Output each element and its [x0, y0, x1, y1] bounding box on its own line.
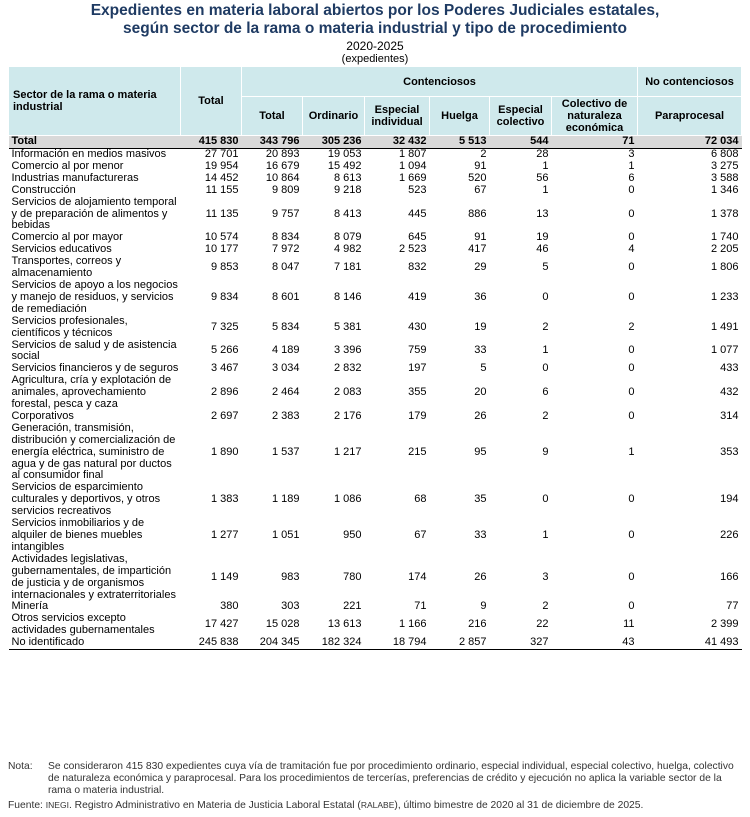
table-row: [9, 316, 742, 340]
cell: 19: [474, 320, 487, 333]
note-text: Se consideraron 415 830 expedientes cuya vía de tramitación fue por procedimiento ordinario, especial individual, especial colectivo, huelga, colectivo de naturaleza económica y paraprocesal. Para los procedimientos de tercerías, preferencias de crédito y ejecución no aplica la variable sector de la rama o materia industrial.: [48, 761, 734, 796]
cell: 950: [343, 529, 362, 541]
row-sector-name: Actividades legislativas, gubernamentales, de impartición de justicia y de organismos internacionales y extraterritoriales: [11, 552, 176, 601]
table-row: [9, 375, 742, 411]
cell: 8 613: [333, 171, 362, 184]
period-label: 2020-2025: [346, 39, 404, 53]
cell: 15 028: [265, 618, 300, 631]
cell: 226: [720, 529, 739, 541]
cell: 1 166: [398, 618, 427, 631]
cell: 1: [542, 183, 549, 196]
cell: 2 464: [271, 386, 300, 399]
cell: 14 452: [204, 171, 239, 184]
cell: 1 086: [333, 493, 362, 506]
cell: 19: [536, 231, 549, 244]
header-sector: Sector de la rama o materia industrial: [9, 67, 181, 136]
cell: 0: [542, 362, 549, 375]
cell: 95: [474, 445, 487, 458]
cell: 10 177: [204, 243, 239, 256]
cell: 0: [628, 529, 635, 541]
cell: 7 181: [333, 261, 362, 274]
cell: 9 809: [271, 183, 300, 196]
cell: 0: [542, 290, 549, 303]
cell: 1 051: [271, 529, 300, 541]
cell: 19 954: [204, 159, 239, 172]
cell: 1 094: [398, 159, 427, 172]
cell: 10 864: [265, 171, 300, 184]
row-sector-name: No identificado: [9, 637, 181, 649]
cell: 43: [552, 637, 638, 649]
cell: 10 574: [204, 231, 239, 244]
cell: 415 830: [181, 136, 242, 149]
cell: 2: [628, 320, 635, 333]
cell: 759: [408, 344, 427, 357]
row-sector-name: Información en medios masivos: [11, 148, 167, 160]
cell: 3 275: [710, 159, 739, 172]
cell: 2 399: [710, 618, 739, 631]
cell: 9 853: [210, 261, 239, 274]
header-total: Total: [181, 67, 242, 136]
cell: 327: [490, 637, 552, 649]
cell: 16 679: [265, 159, 300, 172]
cell: 314: [720, 409, 739, 422]
cell: 2 205: [710, 243, 739, 256]
cell: 1: [542, 159, 549, 172]
header-huelga: Huelga: [430, 97, 490, 136]
cell: 68: [414, 493, 427, 506]
cell: 523: [408, 183, 427, 196]
cell: 5: [480, 362, 487, 375]
cell: 303: [281, 600, 300, 613]
cell: 71: [552, 136, 638, 149]
cell: 6: [628, 171, 635, 184]
cell: 29: [474, 261, 487, 274]
row-sector-name: Servicios educativos: [11, 243, 112, 256]
cell: 182 324: [303, 637, 365, 649]
cell: 245 838: [181, 637, 242, 649]
cell: 15 492: [327, 159, 362, 172]
cell: 11 135: [205, 207, 239, 220]
cell: 8 047: [271, 261, 300, 274]
cell: 1: [628, 159, 635, 172]
cell: 886: [468, 207, 487, 220]
cell: 0: [628, 344, 635, 357]
cell: 0: [542, 493, 549, 506]
total-label: Total: [9, 136, 181, 149]
cell: 2: [542, 320, 549, 333]
table-row: [9, 280, 742, 316]
cell: 1 890: [210, 445, 239, 458]
source-text-b: ), último bimestre de 2020 al 31 de diciembre de 2025.: [394, 800, 644, 811]
cell: 2 896: [210, 386, 239, 399]
cell: 5 513: [430, 136, 490, 149]
row-sector-name: Agricultura, cría y explotación de animales, aprovechamiento forestal, pesca y caza: [11, 374, 172, 411]
cell: 1 149: [210, 570, 239, 583]
cell: 1: [542, 344, 549, 357]
row-sector-name: Corporativos: [11, 409, 74, 422]
cell: 2 832: [333, 362, 362, 375]
cell: 28: [536, 148, 549, 160]
cell: 5 266: [210, 344, 239, 357]
row-sector-name: Servicios financieros y de seguros: [11, 362, 179, 375]
source-abbr: RALABE: [360, 800, 395, 810]
cell: 77: [726, 600, 739, 613]
cell: 8 146: [333, 290, 362, 303]
cell: 9: [480, 600, 487, 613]
cell: 3: [628, 148, 635, 160]
cell: 0: [628, 183, 635, 196]
row-sector-name: Minería: [11, 600, 49, 613]
row-sector-name: Servicios de esparcimiento culturales y deportivos, y otros servicios recreativos: [11, 481, 161, 518]
cell: 179: [408, 409, 427, 422]
cell: 1: [628, 445, 635, 458]
row-sector-name: Servicios de alojamiento temporal y de preparación de alimentos y bebidas: [11, 195, 177, 232]
cell: 380: [220, 600, 239, 613]
cell: 2: [542, 600, 549, 613]
cell: 20: [474, 386, 487, 399]
cell: 9 834: [210, 290, 239, 303]
cell: 0: [628, 231, 635, 244]
table-row: [9, 340, 742, 364]
cell: 9 218: [333, 183, 362, 196]
title-line-2: según sector de la rama o materia industrial y tipo de procedimiento: [123, 20, 627, 37]
cell: 2 383: [271, 409, 300, 422]
cell: 445: [408, 207, 427, 220]
cell: 19 053: [327, 148, 362, 160]
row-sector-name: Generación, transmisión, distribución y comercialización de energía eléctrica, suministro de agua y de gas natural por ductos al consumidor final: [11, 421, 176, 482]
cell: 174: [408, 570, 427, 583]
table-body: [9, 149, 742, 650]
cell: 8 413: [333, 207, 362, 220]
cell: 13 613: [327, 618, 362, 631]
table-row: [9, 185, 742, 197]
cell: 2 697: [210, 409, 239, 422]
note-label: Nota:: [8, 761, 33, 772]
cell: 9: [542, 445, 549, 458]
cell: 221: [343, 600, 362, 613]
cell: 6 808: [710, 148, 739, 160]
cell: 983: [281, 570, 300, 583]
table-row: [9, 554, 742, 602]
header-contenciosos: Contenciosos: [242, 67, 638, 97]
header-especial-individual: Especial individual: [365, 97, 430, 136]
cell: 353: [720, 445, 739, 458]
cell: 1 378: [710, 207, 739, 220]
header-ordinario: Ordinario: [303, 97, 365, 136]
cell: 5 381: [333, 320, 362, 333]
cell: 417: [468, 243, 487, 256]
units-label: (expedientes): [341, 53, 409, 65]
cell: 544: [490, 136, 552, 149]
cell: 41 493: [638, 637, 742, 649]
cell: 1 277: [210, 529, 239, 541]
table-row: [9, 613, 742, 637]
data-table: [8, 66, 742, 650]
cell: 4: [628, 243, 635, 256]
cell: 22: [536, 618, 549, 631]
source-text-a: . Registro Administrativo en Materia de Justicia Laboral Estatal (: [68, 800, 361, 811]
row-sector-name: Servicios inmobiliarios y de alquiler de bienes muebles intangibles: [11, 517, 145, 553]
cell: 1 669: [398, 171, 427, 184]
cell: 3 034: [271, 362, 300, 375]
cell: 1 806: [710, 261, 739, 274]
cell: 13: [536, 207, 549, 220]
cell: 1 491: [710, 320, 739, 333]
cell: 0: [628, 570, 635, 583]
row-sector-name: Servicios de salud y de asistencia social: [11, 338, 177, 363]
cell: 71: [414, 600, 427, 613]
cell: 11: [623, 618, 635, 631]
row-sector-name: Transportes, correos y almacenamiento: [11, 255, 122, 280]
cell: 8 079: [333, 231, 362, 244]
cell: 832: [408, 261, 427, 274]
cell: 216: [468, 618, 487, 631]
cell: 2: [542, 409, 549, 422]
cell: 0: [628, 261, 635, 274]
cell: 520: [468, 171, 487, 184]
cell: 3 467: [210, 362, 239, 375]
cell: 91: [474, 231, 487, 244]
source-line: [8, 799, 643, 812]
cell: 8 834: [271, 231, 300, 244]
page-title: [0, 0, 750, 38]
cell: 645: [408, 231, 427, 244]
cell: 32 432: [365, 136, 430, 149]
cell: 18 794: [365, 637, 430, 649]
row-sector-name: Comercio al por mayor: [11, 231, 123, 244]
cell: 33: [474, 529, 487, 541]
table-row: [9, 256, 742, 280]
table-row: [9, 518, 742, 554]
cell: 0: [628, 290, 635, 303]
cell: 3 588: [710, 171, 739, 184]
cell: 2 523: [398, 243, 427, 256]
cell: 5: [542, 261, 549, 274]
row-sector-name: Otros servicios excepto actividades gubernamentales: [11, 612, 155, 637]
cell: 7 972: [271, 243, 300, 256]
cell: 194: [720, 493, 739, 506]
cell: 0: [628, 600, 635, 613]
cell: 1 537: [271, 445, 300, 458]
cell: 5 834: [271, 320, 300, 333]
table-row: [9, 173, 742, 185]
cell: 0: [628, 207, 635, 220]
header-no-contenciosos: No contenciosos: [638, 67, 742, 97]
cell: 8 601: [271, 290, 300, 303]
cell: 0: [628, 362, 635, 375]
cell: 0: [628, 493, 635, 506]
total-row: [9, 136, 742, 149]
header-sub-total: Total: [242, 97, 303, 136]
row-sector-name: Construcción: [11, 183, 76, 196]
cell: 2 176: [333, 409, 362, 422]
cell: 0: [628, 409, 635, 422]
cell: 780: [343, 570, 362, 583]
cell: 72 034: [638, 136, 742, 149]
cell: 1 217: [333, 445, 362, 458]
cell: 2 083: [333, 386, 362, 399]
cell: 2: [480, 148, 487, 160]
cell: 197: [408, 362, 427, 375]
row-sector-name: Comercio al por menor: [11, 159, 124, 172]
cell: 26: [474, 570, 487, 583]
cell: 7 325: [210, 320, 239, 333]
table-row: [9, 637, 742, 649]
cell: 419: [408, 290, 427, 303]
cell: 1 346: [710, 183, 739, 196]
row-sector-name: Servicios de apoyo a los negocios y manejo de residuos, y servicios de remediación: [11, 278, 178, 315]
cell: 1: [542, 529, 549, 541]
cell: 26: [474, 409, 487, 422]
cell: 166: [720, 570, 739, 583]
cell: 433: [720, 362, 739, 375]
cell: 0: [628, 386, 635, 399]
cell: 35: [474, 493, 487, 506]
cell: 1 807: [398, 148, 427, 160]
cell: 430: [408, 320, 427, 333]
cell: 67: [474, 183, 487, 196]
cell: 46: [536, 243, 549, 256]
header-paraprocesal: Paraprocesal: [638, 97, 742, 136]
cell: 27 701: [204, 148, 239, 160]
cell: 1 740: [710, 231, 739, 244]
cell: 11 155: [205, 183, 239, 196]
cell: 33: [474, 344, 487, 357]
cell: 2 857: [430, 637, 490, 649]
cell: 305 236: [303, 136, 365, 149]
cell: 91: [474, 159, 487, 172]
header-colectivo-economica: Colectivo de naturaleza económica: [552, 97, 638, 136]
cell: 204 345: [242, 637, 303, 649]
cell: 215: [408, 445, 427, 458]
source-label: Fuente:: [8, 800, 43, 811]
cell: 355: [408, 386, 427, 399]
header-especial-colectivo: Especial colectivo: [490, 97, 552, 136]
cell: 17 427: [204, 618, 239, 631]
cell: 56: [536, 171, 549, 184]
row-sector-name: Industrias manufactureras: [11, 171, 139, 184]
cell: 1 189: [271, 493, 300, 506]
cell: 3 396: [333, 344, 362, 357]
cell: 1 383: [210, 493, 239, 506]
cell: 6: [542, 386, 549, 399]
cell: 1 233: [710, 290, 739, 303]
title-line-1: Expedientes en materia laboral abiertos por los Poderes Judiciales estatales,: [90, 2, 660, 19]
cell: 67: [414, 529, 427, 541]
cell: 3: [542, 570, 549, 583]
footnote: [8, 761, 743, 797]
table-row: [9, 197, 742, 233]
cell: 20 893: [265, 148, 300, 160]
cell: 9 757: [271, 207, 300, 220]
table-row: [9, 482, 742, 518]
cell: 4 189: [271, 344, 300, 357]
cell: 432: [720, 386, 739, 399]
cell: 343 796: [242, 136, 303, 149]
cell: 36: [474, 290, 487, 303]
source-org: INEGI: [45, 800, 69, 810]
table-row: [9, 423, 742, 483]
cell: 1 077: [710, 344, 739, 357]
cell: 4 982: [333, 243, 362, 256]
row-sector-name: Servicios profesionales, científicos y técnicos: [11, 314, 128, 339]
